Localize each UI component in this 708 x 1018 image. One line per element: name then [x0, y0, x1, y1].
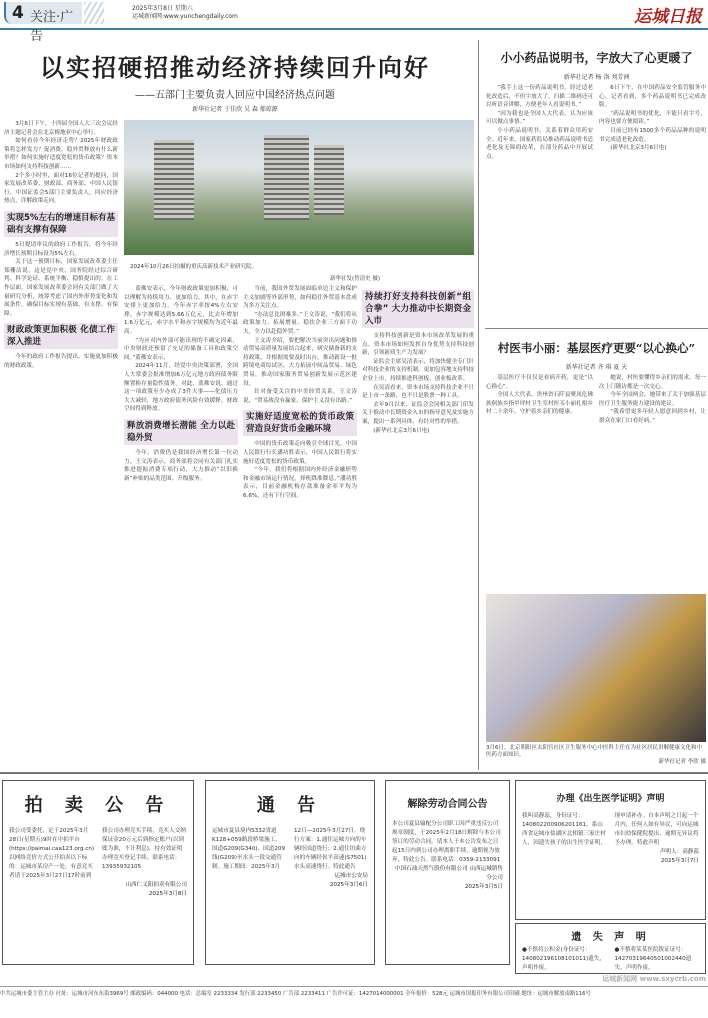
paragraph: 支持科技创新是资本市场改革发展的重点。资本市场如何发挥自身优势支持科技创新，引领新质生产力发展？	[362, 333, 474, 357]
right-article-2-byline: 新华社记者 齐 琪 夏 天	[565, 364, 628, 371]
notice-signer: 山西仁义阳拍卖有限公司	[125, 882, 187, 888]
paragraph: 今年，消费仍是我国经济增长第一拉动力。王文涛表示，商务部将会同有关部门扎实推进提振消费专项行动，大力推动“以旧换新”补贴的品类范围、升级服务。	[124, 449, 238, 482]
main-photo	[124, 120, 474, 255]
section-heading: 实现5%左右的增速目标有基础有支撑有保障	[4, 211, 118, 237]
building	[314, 145, 344, 215]
lost-item: ●不慎将某某医院拨证证号：14270319640501002440遗失，声明作废。	[614, 947, 692, 971]
article-column-1	[4, 120, 118, 770]
notice-title: 遗 失 声 明	[571, 932, 650, 943]
labor-contract-notice	[385, 780, 510, 965]
date-info	[132, 5, 238, 21]
birth-certificate-notice	[515, 780, 706, 920]
paragraph: 2024年11月，经党中央决策部署，全国人大常委会批准增加6万亿元地方政府债务限额置换存量隐性债务。对此，蓝佛安说，通过这一项政策至少办成了3件大事——化债压力大大减轻，地方政府债务风险有效缓释，财政空间得到释放。	[124, 363, 238, 413]
paragraph: 关于这一预期目标，国家发展改革委主任郑栅洁说，这是党中央、国务院经过综合研判、科学论证、系统平衡、稳慎提出的。在工作层面，国家发展改革委会同有关部门做了大量研究分析，统筹考虑了国内外形势变化和发展条件，确保目标实现有基础、有支撑、有保障。	[4, 259, 118, 317]
paragraph: 如何看待今年经济走势？2025年财政政策将怎样发力？促消费、稳外贸释放有什么新举措？如何实施好适度宽松的货币政策？资本市场如何支持科技创新……	[4, 138, 118, 170]
notice-body: 运城市夏县境内S332省道K128+059路段桥梁施工，国道G209(G340)、国道209线(G209)至水头一段交通管制。施工期间：2025年3月12日—2025年3月27日。绕行方案：1.通往运城方向的车辆经国道绕行；2.通往垣曲方向的车辆经侯平高速(S7501)水头高速绕行。特此通告	[212, 828, 367, 870]
page-tab	[4, 2, 82, 44]
paragraph: 今年的政府工作报告提出，实施更加积极的财政政策。	[4, 354, 118, 369]
building	[264, 135, 309, 220]
section-heading: 实施好适度宽松的货币政策 营造良好货币金融环境	[243, 410, 357, 436]
notice-body: 我叫高静蕊，身份证号：140802200906201161，系山西省运城市盐湖区北相镇三家庄村人，因遗失孩子的出生医学证明，现申请补办。自本声明之日起一个月内，任何人如有异议，可向运城市妇幼保健院提出，逾期无异议将予办理。特此声明	[522, 813, 699, 846]
paragraph: 小小药品说明书，关系着群众用药安全。近年来，国家药监局推动药品说明书适老化及无障碍改革，在部分药品中开展试点。	[486, 127, 593, 160]
paragraph: 今年全国两会，她带来了关于加强基层医疗卫生服务能力建设的建议。	[599, 392, 706, 407]
notice-date: 2025年3月5日	[464, 884, 503, 890]
page-footer: 中共运城市委主管主办 社址：运城市河东东街3969号 邮政编码：044000 电话：总编室 2233334 发行部 2233450 广告部 2233411 广告许可证：1427014000001 全年报价：528元 运城市国报印务有限公司印刷 地址：运城市解放南路116号	[0, 986, 708, 998]
lost-item: ●不慎将公积金(身份证号：140802196108101011)遗失，声明作废。	[522, 947, 606, 971]
paragraph: 全国人大代表、贵州省石阡县聚凤仡佛族侗族乡指甲坪村卫生室村医韦小丽扎根乡村二十余年，守护着乡亲们的健康。	[486, 392, 593, 416]
page-header	[0, 0, 708, 44]
right-article-2-headline: 村医韦小丽：基层医疗更要“以心换心”	[497, 341, 696, 355]
section-heading: 财政政策更加积极 化债工作深入推进	[4, 323, 118, 349]
right-article-2-body	[486, 374, 706, 589]
right-article-1-byline: 新华社记者 杨 洛 刘芳洲	[563, 74, 630, 81]
website: 运城新闻网:www.yunchengdaily.com	[132, 13, 238, 20]
notice-signer: 声明人：高静蕊	[659, 849, 699, 855]
paragraph: 基层医疗不仅仅是看病开药，更是“以心换心”。	[486, 375, 593, 390]
paragraph: 6日下午，在中国药品安全监管服务中心，记者看到，多个药品说明书已完成改版。	[599, 85, 706, 109]
notice-title: 解除劳动合同公告	[407, 799, 488, 810]
notice-signer: 运城市公安局	[334, 873, 368, 879]
column-divider	[478, 40, 479, 770]
paragraph: 当前，我国外贸发展面临单边主义和保护主义加剧等外部形势，如何稳住外贸基本盘成为多方关注点。	[243, 286, 357, 310]
paragraph: “因为我也是全国人大代表，认为应该可以做点事情。”	[486, 110, 593, 126]
paragraph: 2个多小时里，面对16位记者的提问，国家发展改革委、财政部、商务部、中国人民银行、中国证监会5部门主要负责人，回应经济热点，详解政策走向。	[4, 172, 118, 205]
paragraph: 目前已经有1500多个药品品种的说明书完成适老化改造。	[599, 127, 706, 143]
paragraph: 她说，村医要懂得乡亲们的需求，每一次上门随访都是一次交心。	[599, 375, 706, 390]
auction-notice	[2, 780, 194, 965]
divider	[485, 328, 708, 329]
main-headline: 以实招硬招推动经济持续回升向好	[40, 54, 430, 82]
lost-notice	[515, 923, 706, 974]
paragraph: 中国的货币政策走向吸引全球目光。中国人民银行行长潘功胜表示，中国人民银行将实施好适度宽松的货币政策。	[243, 441, 357, 465]
dateline: (新华社北京3月6日电)	[373, 427, 430, 434]
issue-date: 2025年3月8日 星期六	[132, 5, 193, 12]
notice-date: 2025年3月7日	[660, 858, 699, 864]
notice-title: 通 告	[256, 795, 324, 816]
main-subhead: ——五部门主要负责人回应中国经济热点问题	[135, 90, 335, 101]
article-column-4	[362, 285, 474, 770]
decorative-stripes	[84, 2, 104, 24]
newspaper-logo: 运城日报	[634, 7, 702, 27]
right-article-1-body	[486, 84, 706, 324]
section-name: 关注·广告	[30, 10, 74, 44]
paragraph: 证监会主席吴清表示，将加快健全专门针对科技企业的支持机制。更加包容地支持科技企业上市，持续推进科创板、创业板改革。	[362, 358, 474, 382]
section-heading: 持续打好支持科技创新“组合拳” 大力推动中长期资金入市	[362, 290, 474, 328]
paragraph: 5日提请审议的政府工作报告，将今年经济增长预期目标设为5%左右。	[4, 241, 118, 257]
notice-date: 2025年3月6日	[329, 882, 368, 888]
photo-caption-block	[486, 745, 706, 766]
paragraph: “今年，我们将根据国内外经济金融形势和金融市场运行情况，择机降准降息。”潘功胜表示，目前金融机构存款准备金率平均为6.6%，还有下行空间。	[243, 467, 357, 499]
paragraph: 针对备受关注的中美经贸关系，王文涛说，“贸易战没有赢家，保护主义没有出路。”	[243, 389, 357, 404]
paragraph: 在吴清看来，资本市场支持科技企业不只是上市一条路，也不只是股票一种工具。	[362, 384, 474, 400]
building	[154, 140, 194, 220]
paragraph: “办法总比困难多。”王文涛说，“我们将从政策加力、拓展增量、稳扶企业三方面下功夫，全力以赴稳外贸。”	[243, 311, 357, 335]
photo-credit: 新华社发(智清史 摄)	[330, 276, 381, 282]
watermark: 运城新闻网 www.sxycrb.com	[602, 975, 706, 983]
right-article-1-headline: 小小药品说明书，字放大了心更暖了	[500, 51, 693, 65]
traffic-notice	[205, 780, 375, 965]
paragraph: “为应对内外部可能出现的不确定因素，中央财政还预留了充足的储备工具和政策空间。”蓝佛安表示。	[124, 337, 238, 361]
paragraph: “我手上这一份药品说明书，经过适老化改造后，不但字放大了，扫描二维码还可以听语音讲解，方便老年人看说明书。”	[486, 85, 593, 109]
notice-title: 办理《出生医学证明》声明	[556, 794, 665, 804]
paragraph: “我希望更多年轻人愿意回到乡村，让群众在家门口看好病。”	[599, 409, 706, 424]
paragraph: 去年9月以来，证监会会同相关部门印发关于推动中长期资金入市的指导意见及实施方案，提出一系列具体、有针对性的举措。	[362, 401, 474, 425]
paragraph: 王文涛介绍，要把解决当前突出问题和推动贸易高质量发展结合起来，研究储备新的支持政策，并根据需要及时出台，推动新设一批跨境电商综试区，大力拓展中间品贸易、绿色贸易，推动国家服务贸易创新发展示范区建设。	[243, 337, 357, 387]
main-byline: 新华社记者 于佳欣 吴 森 郁琼源	[192, 106, 278, 113]
photo-caption: 2024年10月26日拍摄的重庆高新技术产业研究院。	[130, 264, 257, 270]
notice-title: 拍 卖 公 告	[24, 795, 172, 816]
notice-date: 2025年3月8日	[148, 891, 187, 897]
notice-body: 本公司夏县输配分公司职工因严重违反公司规章制度，于2025年2月18日解除与本公司签订的劳动合同。请本人于本公告发布之日起15日内到公司办理离职手续，逾期视为放弃，特此公告。联系电话：0359-2133091	[392, 821, 501, 863]
article-column-3	[243, 285, 357, 770]
photo-credit: 新华社记者 李欣 摄	[658, 759, 706, 765]
paragraph: “药品说明书的优化，不能只看字号，内容也要方便阅读。”	[599, 110, 706, 126]
notice-signer: 中国石油天然气股份有限公司 山西运城销售分公司	[394, 866, 503, 881]
page-number: 4	[12, 3, 24, 23]
paragraph: 蓝佛安表示，今年财政政策更加积极，可以理解为持续用力、更加给力。其中，在赤字安排上更加给力。今年赤字率按4%左右安排，赤字规模达到5.66万亿元，比去年增加1.6万亿元，赤字水平和赤字规模均为近年最高。	[124, 286, 238, 335]
dateline: (新华社北京3月6日电)	[610, 145, 667, 152]
paragraph: 3月6日下午，十四届全国人大三次会议经济主题记者会在北京梅地亚中心举行。	[4, 121, 118, 136]
photo-caption: 3月6日，北京朝阳区太阳宫社区卫生服务中心中医科主任在为社区居民讲解健康文化和中医药方面知识。	[486, 745, 703, 758]
ad-separator	[0, 772, 708, 774]
notice-body: 我公司受委托，定于2025年3月28日(星期五)9时在中拍平台(https://paimai.caa123.org.cn)以网络竞价方式公开拍卖以下标的：运城市某房产一处。有意竞买者请于2025年3月27日17时前到我公司办理竞买手续，竞买人交纳保证金20万元后到指定账户(以到账为准，不计利息)，持有效证明办理竞买登记手续。联系电话：13935932105	[9, 828, 186, 879]
article-column-2	[124, 285, 238, 770]
section-heading: 释放消费增长潜能 全力以赴稳外贸	[124, 419, 238, 445]
clinic-photo	[486, 594, 706, 742]
